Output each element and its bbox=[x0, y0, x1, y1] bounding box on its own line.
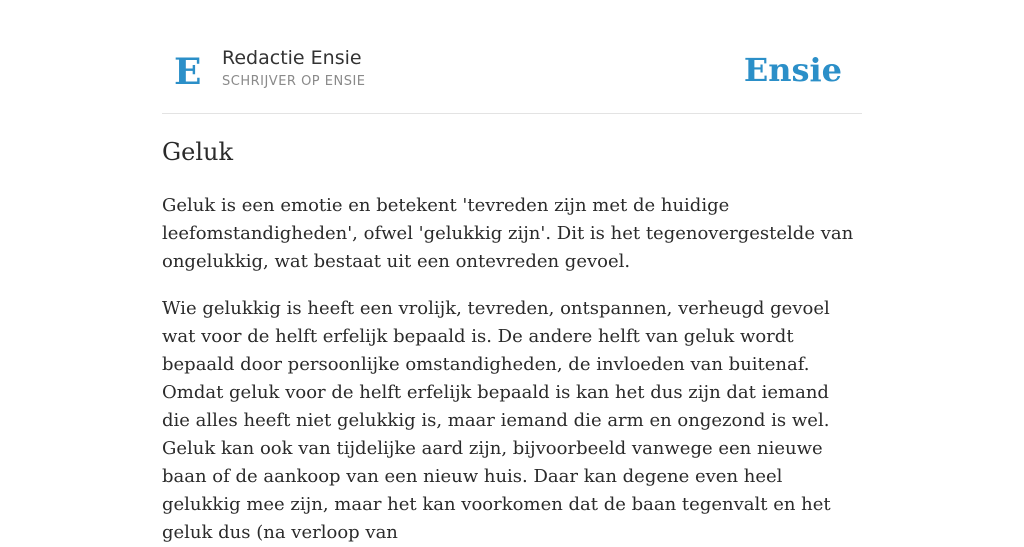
author-avatar[interactable]: E bbox=[174, 51, 202, 93]
article-title: Geluk bbox=[162, 138, 234, 166]
author-name[interactable]: Redactie Ensie bbox=[222, 47, 362, 69]
article-body bbox=[162, 134, 862, 547]
brand-logo[interactable]: Ensie bbox=[743, 51, 842, 89]
article-paragraph: Wie gelukkig is heeft een vrolijk, tevreden, ontspannen, verheugd gevoel wat voor de helft erfelijk bepaald is. De andere helft van geluk wordt bepaald door persoonlijke omstandigheden, de invloeden van buitenaf. Omdat geluk voor de helft erfelijk bepaald is kan het dus zijn dat iemand die alles heeft niet gelukkig is, maar iemand die arm en ongezond is wel. bbox=[162, 298, 830, 431]
article-paragraph: Geluk kan ook van tijdelijke aard zijn, bijvoorbeeld vanwege een nieuwe baan of de aankoop van een nieuw huis. Daar kan degene even heel gelukkig mee zijn, maar het kan voorkomen dat de baan tegenvalt en het geluk dus (na verloop van bbox=[162, 438, 831, 543]
author-role: SCHRIJVER OP ENSIE bbox=[222, 74, 366, 89]
author-header bbox=[162, 38, 862, 114]
article-paragraph: Geluk is een emotie en betekent 'tevreden zijn met de huidige leefomstandigheden', ofwel 'gelukkig zijn'. Dit is het tegenovergestelde van ongelukkig, wat bestaat uit een ontevreden gevoel. bbox=[162, 195, 854, 272]
